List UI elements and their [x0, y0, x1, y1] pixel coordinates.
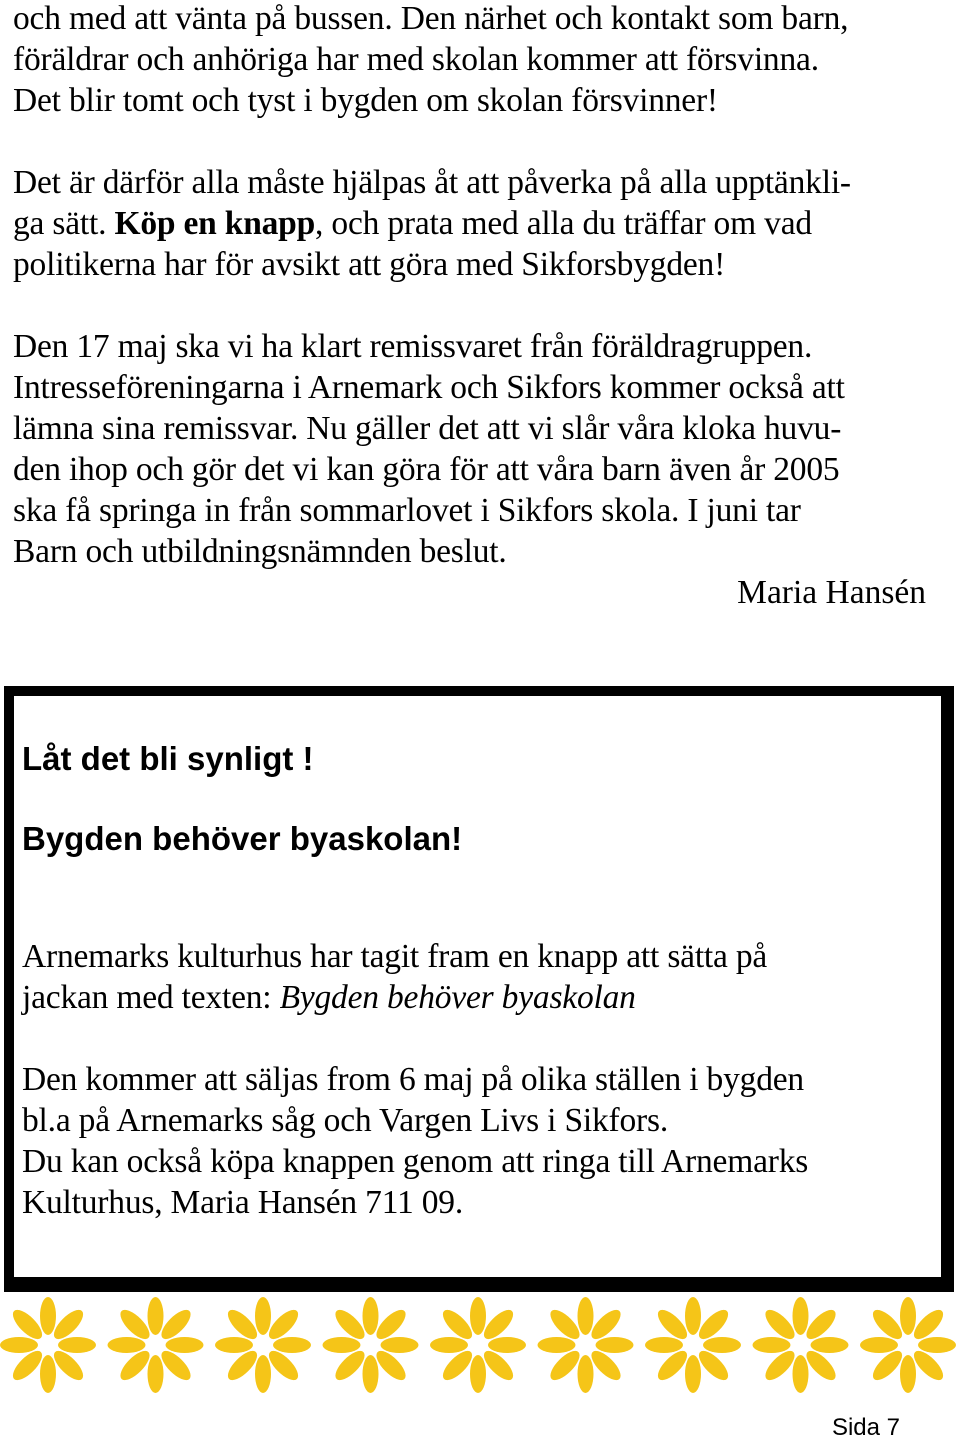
sun-flower-icon	[860, 1297, 956, 1393]
text-line: Kulturhus, Maria Hansén 711 09.	[22, 1184, 464, 1221]
text-line: Det är därför alla måste hjälpas åt att påverka på alla upptänkli-	[13, 164, 851, 201]
text-run: jackan med texten:	[22, 979, 280, 1016]
text-line: Arnemarks kulturhus har tagit fram en knapp att sätta på	[22, 938, 768, 975]
text-line: politikerna har för avsikt att göra med Sikforsbygden!	[13, 246, 726, 283]
text-line: Den kommer att säljas from 6 maj på olika ställen i bygden	[22, 1061, 804, 1098]
text-line: Barn och utbildningsnämnden beslut.	[13, 533, 507, 570]
text-line: föräldrar och anhöriga har med skolan kommer att försvinna.	[13, 41, 819, 78]
text-line: och med att vänta på bussen. Den närhet och kontakt som barn,	[13, 0, 849, 37]
text-line: Den 17 maj ska vi ha klart remissvaret från föräldragruppen.	[13, 328, 813, 365]
sun-flower-icon	[0, 1297, 96, 1393]
article-paragraph-2	[13, 162, 851, 285]
flower-border	[0, 1292, 960, 1402]
text-line: den ihop och gör det vi kan göra för att våra barn även år 2005	[13, 451, 840, 488]
text-line	[22, 977, 767, 1018]
text-line: Det blir tomt och tyst i bygden om skolan försvinner!	[13, 82, 718, 119]
announcement-box	[4, 686, 954, 1292]
sun-flower-icon	[538, 1297, 634, 1393]
sun-flower-icon	[215, 1297, 311, 1393]
text-run: , och prata med alla du träffar om vad	[315, 205, 812, 242]
text-line: Intresseföreningarna i Arnemark och Sikfors kommer också att	[13, 369, 845, 406]
box-paragraph-1	[22, 936, 767, 1018]
text-line: ska få springa in från sommarlovet i Sikfors skola. I juni tar	[13, 492, 801, 529]
sun-flower-icon	[753, 1297, 849, 1393]
article-signature: Maria Hansén	[737, 574, 926, 611]
button-slogan: Bygden behöver byaskolan	[279, 979, 636, 1016]
text-line: Du kan också köpa knappen genom att ringa till Arnemarks	[22, 1143, 809, 1180]
text-run: ga sätt.	[13, 205, 115, 242]
box-paragraph-2	[22, 1059, 808, 1223]
text-line: bl.a på Arnemarks såg och Vargen Livs i Sikfors.	[22, 1102, 669, 1139]
sun-flower-icon	[645, 1297, 741, 1393]
text-line: lämna sina remissvar. Nu gäller det att vi slår våra kloka huvu-	[13, 410, 842, 447]
sun-flower-icon	[323, 1297, 419, 1393]
text-line	[13, 203, 851, 244]
article-paragraph-1	[13, 0, 848, 121]
article-paragraph-3	[13, 326, 845, 572]
box-heading-2: Bygden behöver byaskolan!	[22, 820, 463, 857]
bold-call-to-action: Köp en knapp	[114, 205, 316, 242]
sun-flower-icon	[108, 1297, 204, 1393]
sun-flower-icon	[430, 1297, 526, 1393]
box-heading-1: Låt det bli synligt !	[22, 740, 314, 777]
page-number: Sida 7	[831, 1414, 900, 1441]
